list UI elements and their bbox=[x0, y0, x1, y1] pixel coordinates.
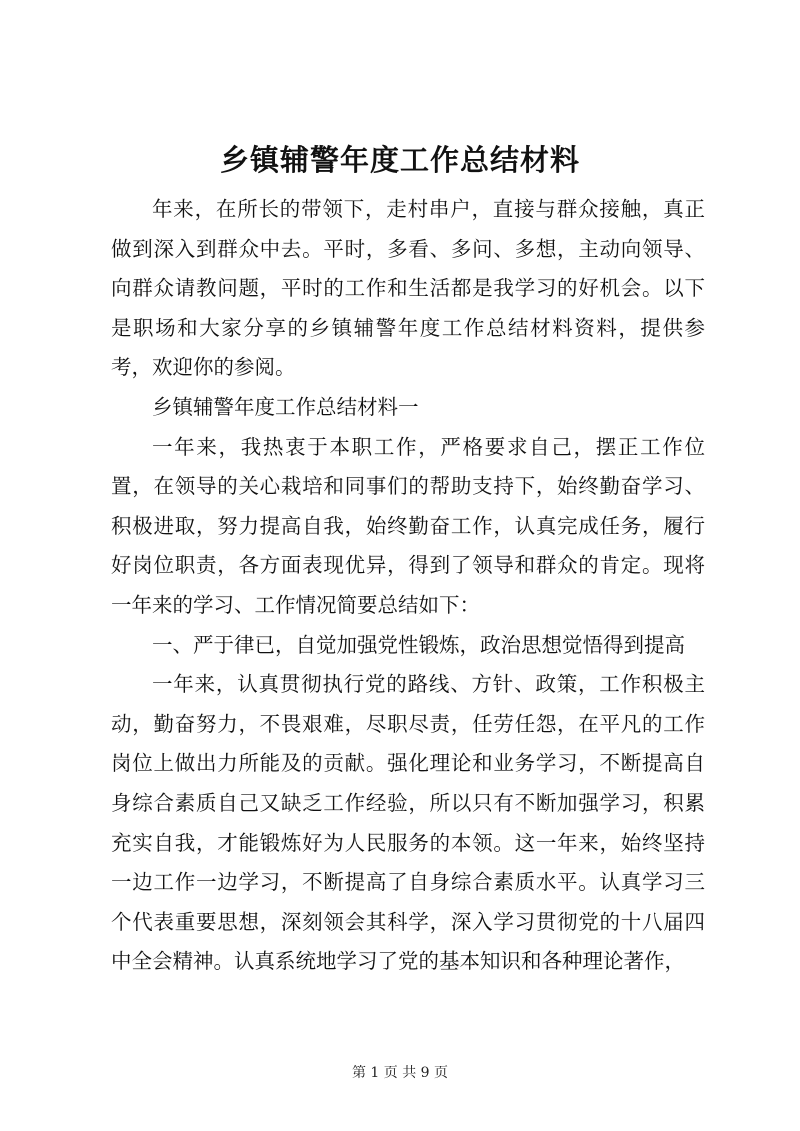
subsection-heading: 一、严于律已，自觉加强党性锻炼，政治思想觉悟得到提高 bbox=[152, 632, 685, 657]
document-body bbox=[111, 190, 705, 982]
document-title: 乡镇辅警年度工作总结材料 bbox=[219, 143, 580, 177]
page-footer: 第 1 页 共 9 页 bbox=[351, 1065, 449, 1081]
section-heading: 乡镇辅警年度工作总结材料一 bbox=[152, 394, 419, 419]
body-paragraph: 一年来，我热衷于本职工作，严格要求自己，摆正工作位置，在领导的关心栽培和同事们的帮助支持下，始终勤奋学习、积极进取，努力提高自我，始终勤奋工作，认真完成任务，履行好岗位职责，各方面表现优异，得到了领导和群众的肯定。现将一年来的学习、工作情况简要总结如下： bbox=[111, 434, 705, 617]
intro-paragraph: 年来，在所长的带领下，走村串户，直接与群众接触，真正做到深入到群众中去。平时，多看、多问、多想，主动向领导、向群众请教问题，平时的工作和生活都是我学习的好机会。以下是职场和大家分享的乡镇辅警年度工作总结材料资料，提供参考，欢迎你的参阅。 bbox=[111, 197, 705, 380]
body-paragraph: 一年来，认真贯彻执行党的路线、方针、政策，工作积极主动，勤奋努力，不畏艰难，尽职尽责，任劳任怨，在平凡的工作岗位上做出力所能及的贡献。强化理论和业务学习，不断提高自身综合素质自己又缺乏工作经验，所以只有不断加强学习，积累充实自我，才能锻炼好为人民服务的本领。这一年来，始终坚持一边工作一边学习，不断提高了自身综合素质水平。认真学习三个代表重要思想，深刻领会其科学，深入学习贯彻党的十八届四中全会精神。认真系统地学习了党的基本知识和各种理论著作， bbox=[111, 672, 705, 974]
